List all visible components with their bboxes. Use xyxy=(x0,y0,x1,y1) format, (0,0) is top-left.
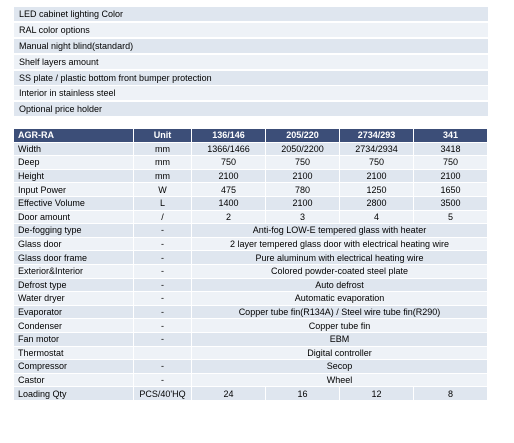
row-value: 2100 xyxy=(266,170,340,184)
row-value: 3 xyxy=(266,211,340,225)
row-label: Exterior&Interior xyxy=(14,265,134,279)
option-item: Manual night blind(standard) xyxy=(14,39,488,53)
row-unit: PCS/40'HQ xyxy=(134,387,192,401)
spec-table xyxy=(14,129,488,401)
row-label: Compressor xyxy=(14,360,134,374)
table-row xyxy=(14,374,488,388)
row-value: 2050/2200 xyxy=(266,143,340,157)
row-merged-value: Anti-fog LOW-E tempered glass with heater xyxy=(192,224,488,238)
table-row xyxy=(14,292,488,306)
row-merged-value: Wheel xyxy=(192,374,488,388)
table-row xyxy=(14,251,488,265)
row-merged-value: Automatic evaporation xyxy=(192,292,488,306)
row-merged-value: Copper tube fin xyxy=(192,319,488,333)
row-value: 2100 xyxy=(192,170,266,184)
table-row xyxy=(14,387,488,401)
table-row xyxy=(14,333,488,347)
table-row xyxy=(14,197,488,211)
table-row xyxy=(14,224,488,238)
row-value: 475 xyxy=(192,183,266,197)
row-label: Condenser xyxy=(14,319,134,333)
row-value: 1650 xyxy=(414,183,488,197)
header-model: AGR-RA xyxy=(14,129,134,143)
table-row xyxy=(14,211,488,225)
row-value: 2100 xyxy=(266,197,340,211)
row-value: 4 xyxy=(340,211,414,225)
row-value: 750 xyxy=(340,156,414,170)
row-value: 5 xyxy=(414,211,488,225)
row-value: 24 xyxy=(192,387,266,401)
row-label: Evaporator xyxy=(14,306,134,320)
row-unit xyxy=(134,347,192,361)
row-value: 750 xyxy=(192,156,266,170)
row-unit: mm xyxy=(134,170,192,184)
row-value: 2734/2934 xyxy=(340,143,414,157)
row-label: Loading Qty xyxy=(14,387,134,401)
option-item: Optional price holder xyxy=(14,102,488,116)
spec-table-body xyxy=(14,129,488,401)
row-merged-value: Digital controller xyxy=(192,347,488,361)
row-label: De-fogging type xyxy=(14,224,134,238)
row-unit: - xyxy=(134,360,192,374)
row-unit: - xyxy=(134,238,192,252)
row-unit: W xyxy=(134,183,192,197)
row-label: Input Power xyxy=(14,183,134,197)
row-value: 3500 xyxy=(414,197,488,211)
row-value: 2 xyxy=(192,211,266,225)
header-unit: Unit xyxy=(134,129,192,143)
row-label: Fan motor xyxy=(14,333,134,347)
table-row xyxy=(14,156,488,170)
option-item: RAL color options xyxy=(14,23,488,37)
table-row xyxy=(14,170,488,184)
row-unit: - xyxy=(134,374,192,388)
row-value: 3418 xyxy=(414,143,488,157)
option-item: Shelf layers amount xyxy=(14,55,488,69)
row-value: 750 xyxy=(414,156,488,170)
table-header-row xyxy=(14,129,488,143)
row-value: 2800 xyxy=(340,197,414,211)
row-merged-value: 2 layer tempered glass door with electrical heating wire xyxy=(192,238,488,252)
row-label: Door amount xyxy=(14,211,134,225)
row-label: Deep xyxy=(14,156,134,170)
row-value: 750 xyxy=(266,156,340,170)
row-value: 12 xyxy=(340,387,414,401)
row-unit: - xyxy=(134,279,192,293)
table-row xyxy=(14,265,488,279)
row-value: 1400 xyxy=(192,197,266,211)
row-unit: mm xyxy=(134,143,192,157)
row-label: Effective Volume xyxy=(14,197,134,211)
table-row xyxy=(14,360,488,374)
options-list xyxy=(14,7,488,118)
row-unit: - xyxy=(134,224,192,238)
table-row xyxy=(14,183,488,197)
row-label: Glass door frame xyxy=(14,251,134,265)
row-label: Defrost type xyxy=(14,279,134,293)
row-unit: - xyxy=(134,265,192,279)
row-merged-value: Pure aluminum with electrical heating wire xyxy=(192,251,488,265)
table-row xyxy=(14,279,488,293)
row-label: Glass door xyxy=(14,238,134,252)
row-label: Water dryer xyxy=(14,292,134,306)
table-row xyxy=(14,238,488,252)
header-col: 341 xyxy=(414,129,488,143)
row-merged-value: EBM xyxy=(192,333,488,347)
option-item: Interior in stainless steel xyxy=(14,86,488,100)
row-merged-value: Copper tube fin(R134A) / Steel wire tube fin(R290) xyxy=(192,306,488,320)
row-unit: mm xyxy=(134,156,192,170)
row-unit: - xyxy=(134,333,192,347)
header-col: 136/146 xyxy=(192,129,266,143)
header-col: 2734/293 xyxy=(340,129,414,143)
table-row xyxy=(14,143,488,157)
table-row xyxy=(14,306,488,320)
header-col: 205/220 xyxy=(266,129,340,143)
row-unit: / xyxy=(134,211,192,225)
table-row xyxy=(14,319,488,333)
row-merged-value: Colored powder-coated steel plate xyxy=(192,265,488,279)
row-value: 8 xyxy=(414,387,488,401)
row-unit: L xyxy=(134,197,192,211)
row-unit: - xyxy=(134,251,192,265)
row-unit: - xyxy=(134,306,192,320)
row-unit: - xyxy=(134,319,192,333)
row-label: Height xyxy=(14,170,134,184)
row-value: 1250 xyxy=(340,183,414,197)
row-unit: - xyxy=(134,292,192,306)
option-item: SS plate / plastic bottom front bumper protection xyxy=(14,71,488,85)
option-item: LED cabinet lighting Color xyxy=(14,7,488,21)
row-label: Width xyxy=(14,143,134,157)
row-label: Castor xyxy=(14,374,134,388)
row-value: 16 xyxy=(266,387,340,401)
row-value: 780 xyxy=(266,183,340,197)
row-value: 2100 xyxy=(414,170,488,184)
row-merged-value: Auto defrost xyxy=(192,279,488,293)
table-row xyxy=(14,347,488,361)
row-value: 2100 xyxy=(340,170,414,184)
row-merged-value: Secop xyxy=(192,360,488,374)
row-label: Thermostat xyxy=(14,347,134,361)
row-value: 1366/1466 xyxy=(192,143,266,157)
